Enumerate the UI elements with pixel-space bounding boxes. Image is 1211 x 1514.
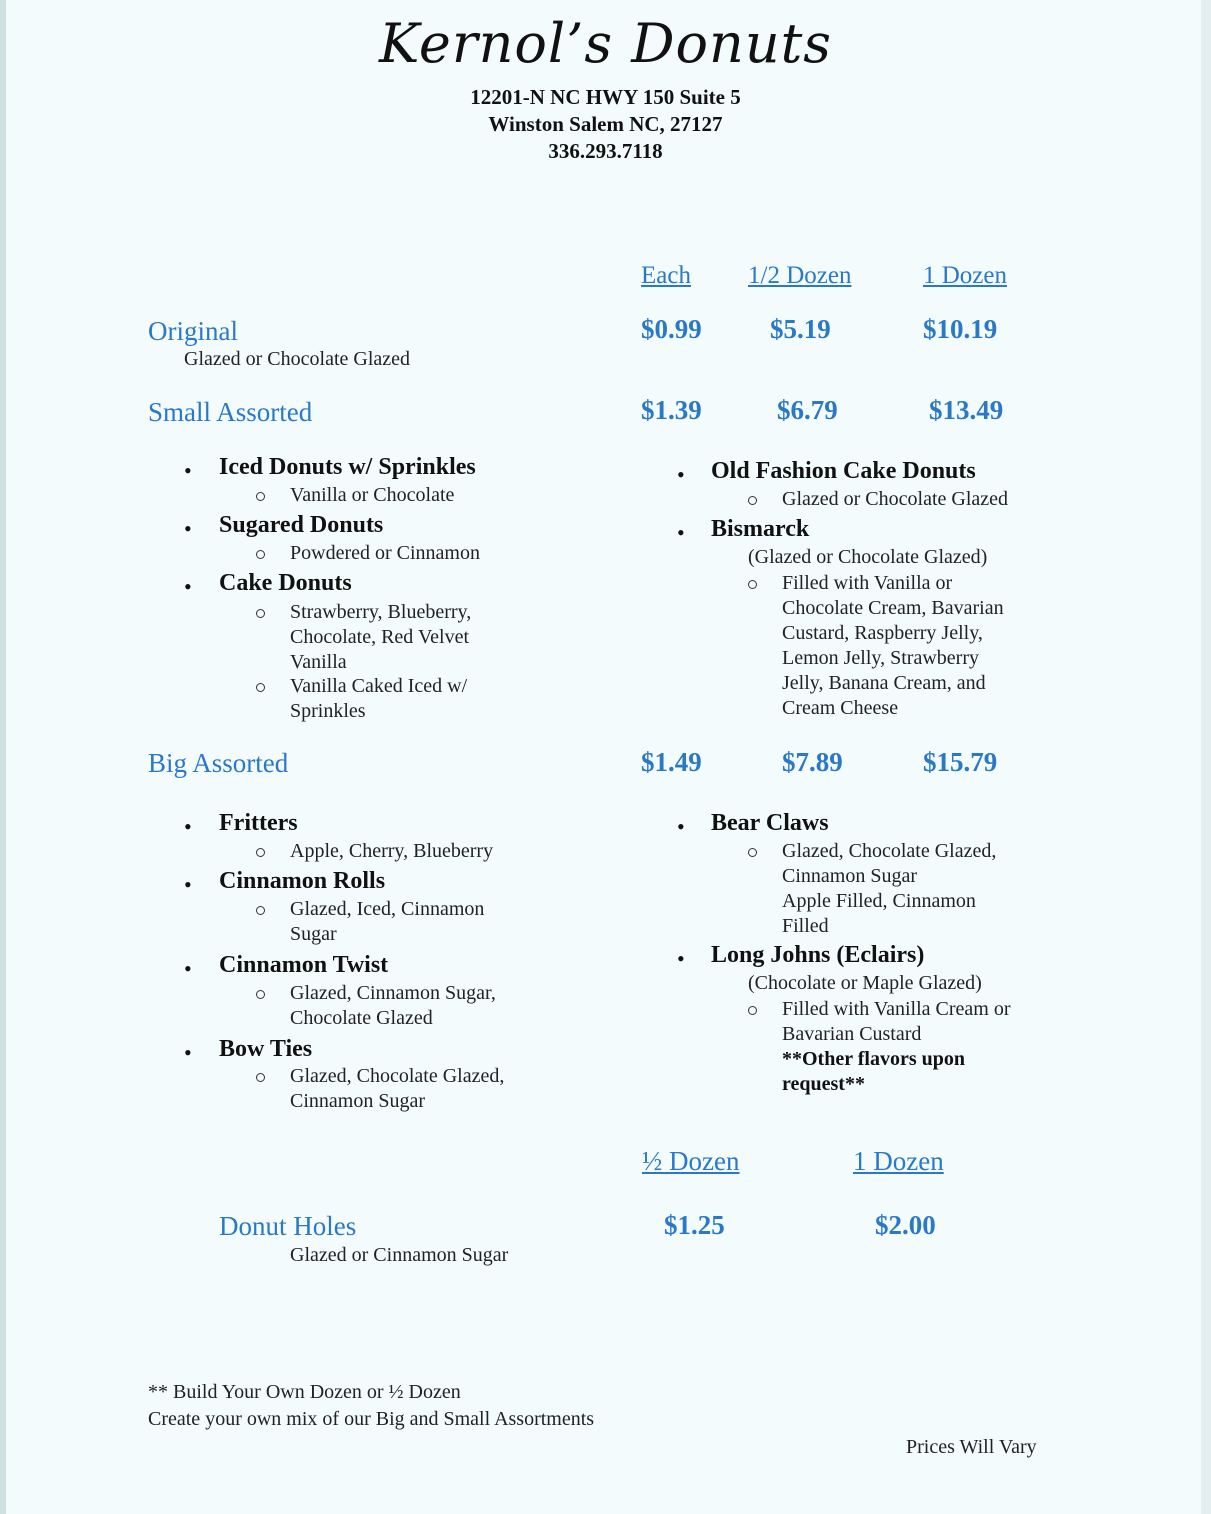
cake-donuts-detail-1: Strawberry, Blueberry, Chocolate, Red Velvet Vanilla: [290, 601, 472, 673]
sub-bullet: [748, 580, 757, 589]
col-each: Each: [641, 262, 691, 289]
big-price-half: $7.89: [782, 747, 843, 777]
footer-mix-note: Create your own mix of our Big and Small Assortments: [148, 1408, 595, 1430]
holes-col-dozen: 1 Dozen: [853, 1146, 944, 1176]
long-johns-detail: Filled with Vanilla Cream or Bavarian Custard **Other flavors upon request**: [782, 998, 1011, 1095]
bow-ties-detail: Glazed, Chocolate Glazed, Cinnamon Sugar: [290, 1065, 505, 1112]
item-cake-donuts: Cake Donuts: [219, 570, 352, 596]
menu-title: Kernol’s Donuts: [378, 12, 833, 75]
sugared-donuts-detail: Powdered or Cinnamon: [290, 542, 480, 564]
bullet-dot: •: [184, 956, 192, 981]
footer-build-own: ** Build Your Own Dozen or ½ Dozen: [148, 1381, 461, 1403]
item-sugared-donuts: Sugared Donuts: [219, 512, 384, 538]
sub-bullet: [256, 906, 265, 915]
bismarck-fillings: Filled with Vanilla or Chocolate Cream, Bavarian Custard, Raspberry Jelly, Lemon Jelly, Strawberry Jelly, Banana Cream, and Cream Cheese: [782, 572, 1004, 719]
category-small-assorted: Small Assorted: [148, 397, 313, 427]
small-price-half: $6.79: [777, 395, 838, 425]
col-half-dozen: 1/2 Dozen: [748, 262, 852, 289]
sub-bullet: [256, 683, 265, 692]
bullet-dot: •: [677, 462, 685, 487]
original-price-half: $5.19: [770, 314, 831, 344]
item-iced-donuts: Iced Donuts w/ Sprinkles: [219, 454, 476, 480]
item-fritters: Fritters: [219, 810, 298, 836]
bullet-dot: •: [677, 814, 685, 839]
bullet-dot: •: [184, 1040, 192, 1065]
holes-price-dozen: $2.00: [875, 1210, 936, 1240]
item-long-johns: Long Johns (Eclairs): [711, 942, 925, 968]
bismarck-note: (Glazed or Chocolate Glazed): [748, 546, 988, 568]
old-fashion-detail: Glazed or Chocolate Glazed: [782, 488, 1009, 510]
bullet-dot: •: [677, 946, 685, 971]
iced-donuts-detail: Vanilla or Chocolate: [290, 484, 455, 506]
original-price-each: $0.99: [641, 314, 702, 344]
cinnamon-rolls-detail: Glazed, Iced, Cinnamon Sugar: [290, 898, 485, 945]
long-johns-note: (Chocolate or Maple Glazed): [748, 972, 982, 994]
item-cinnamon-twist: Cinnamon Twist: [219, 952, 389, 978]
bullet-dot: •: [184, 516, 192, 541]
cake-donuts-detail-2: Vanilla Caked Iced w/ Sprinkles: [290, 675, 468, 722]
address-line-2: Winston Salem NC, 27127: [488, 112, 723, 136]
big-price-each: $1.49: [641, 747, 702, 777]
sub-bullet: [748, 1006, 757, 1015]
bullet-dot: •: [184, 814, 192, 839]
sub-bullet: [256, 1073, 265, 1082]
small-price-each: $1.39: [641, 395, 702, 425]
item-old-fashion: Old Fashion Cake Donuts: [711, 458, 976, 484]
big-price-dozen: $15.79: [923, 747, 998, 777]
bullet-dot: •: [184, 458, 192, 483]
page-edge-left: [0, 0, 6, 1514]
sub-bullet: [256, 990, 265, 999]
small-price-dozen: $13.49: [929, 395, 1004, 425]
phone-number: 336.293.7118: [548, 139, 663, 163]
holes-price-half: $1.25: [664, 1210, 725, 1240]
category-original: Original: [148, 316, 238, 346]
item-cinnamon-rolls: Cinnamon Rolls: [219, 868, 386, 894]
donut-holes-desc: Glazed or Cinnamon Sugar: [290, 1244, 509, 1266]
item-bow-ties: Bow Ties: [219, 1036, 313, 1062]
item-bear-claws: Bear Claws: [711, 810, 829, 836]
col-dozen: 1 Dozen: [923, 262, 1007, 289]
bullet-dot: •: [184, 872, 192, 897]
address-line-1: 12201-N NC HWY 150 Suite 5: [470, 85, 741, 109]
sub-bullet: [748, 496, 757, 505]
item-bismarck: Bismarck: [711, 516, 810, 542]
bear-claws-detail: Glazed, Chocolate Glazed, Cinnamon Sugar Apple Filled, Cinnamon Filled: [782, 840, 997, 937]
sub-bullet: [256, 492, 265, 501]
bullet-dot: •: [677, 520, 685, 545]
sub-bullet: [748, 848, 757, 857]
bullet-dot: •: [184, 574, 192, 599]
footer-prices-vary: Prices Will Vary: [906, 1436, 1037, 1458]
page-edge-right: [1201, 0, 1211, 1514]
holes-col-half: ½ Dozen: [642, 1146, 740, 1176]
category-donut-holes: Donut Holes: [219, 1211, 357, 1241]
original-desc: Glazed or Chocolate Glazed: [184, 348, 411, 370]
cinnamon-twist-detail: Glazed, Cinnamon Sugar, Chocolate Glazed: [290, 982, 496, 1029]
original-price-dozen: $10.19: [923, 314, 998, 344]
fritters-detail: Apple, Cherry, Blueberry: [290, 840, 494, 862]
sub-bullet: [256, 550, 265, 559]
sub-bullet: [256, 848, 265, 857]
category-big-assorted: Big Assorted: [148, 748, 289, 778]
sub-bullet: [256, 609, 265, 618]
